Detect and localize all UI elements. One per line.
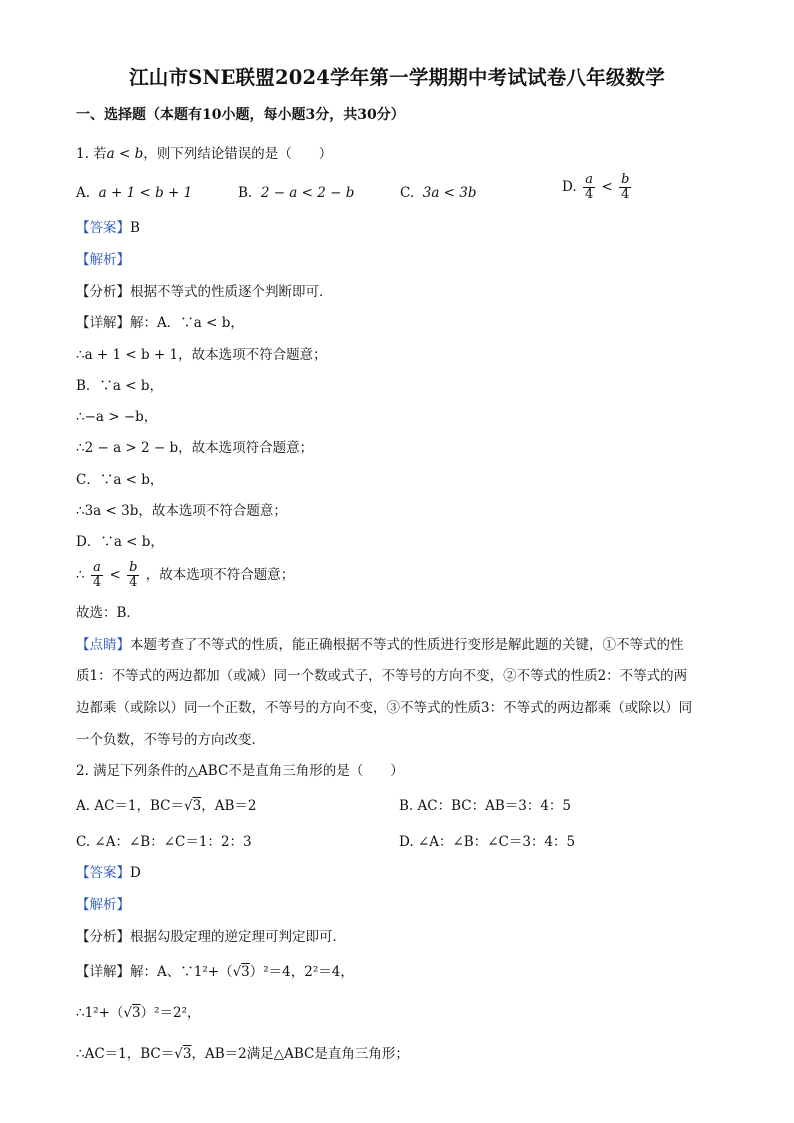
- q1-option-a-label: A.: [76, 185, 91, 201]
- q1-option-d-frac-a: $\frac{a}{4}$: [584, 172, 594, 202]
- q2-option-a: A. AC＝1，BC＝√3，AB＝2: [76, 798, 257, 814]
- q2-answer-value: D: [130, 865, 141, 881]
- sqrt-symbol: √3: [123, 1005, 141, 1021]
- q1-option-b: [238, 184, 354, 202]
- q1-xiangjie-tag: 【详解】: [76, 315, 130, 331]
- q1-option-b-math: 2 − a < 2 − b: [260, 185, 355, 201]
- q1-stem: [76, 145, 332, 163]
- q1-line-3: ∴−a > −b，: [76, 409, 158, 425]
- q2-option-c: C. ∠A：∠B：∠C＝1：2：3: [76, 834, 252, 850]
- q2-answer-tag: 【答案】: [76, 865, 130, 881]
- q1-stem-math: a < b: [106, 146, 144, 162]
- q1-dianjing-2: 边都乘（或除以）同一个正数，不等号的方向不变，③不等式的性质3：不等式的两边都乘（或除以）同: [76, 700, 693, 716]
- q1-option-d: [562, 173, 633, 202]
- q1-option-d-frac-b: $\frac{b}{4}$: [621, 172, 630, 202]
- q1-dianjing-3: 一个负数，不等号的方向改变．: [76, 732, 265, 748]
- q1-fenxi-text: 根据不等式的性质逐个判断即可．: [130, 284, 333, 300]
- q1-line-5: C．∵a < b，: [76, 472, 164, 488]
- sqrt-symbol: √3: [174, 1046, 192, 1062]
- q1-fenxi: [76, 283, 333, 301]
- q1-xiangjie: [76, 314, 244, 332]
- q2-line-3: ∴AC＝1，BC＝√3，AB＝2满足△ABC是直角三角形；: [76, 1046, 409, 1062]
- q1-dianjing-0: 【点睛】本题考查了不等式的性质，能正确根据不等式的性质进行变形是解此题的关键，①不等式的性: [76, 637, 684, 653]
- q1-line-4: ∴2 − a > 2 − b，故本选项符合题意；: [76, 440, 314, 456]
- q2-fenxi-tag: 【分析】: [76, 929, 130, 945]
- q2-stem: 2. 满足下列条件的△ABC不是直角三角形的是（ ）: [76, 763, 404, 779]
- q1-d-suffix: ，故本选项不符合题意；: [145, 567, 295, 583]
- q1-line-7: D．∵a < b，: [76, 534, 164, 550]
- q2-option-b: B. AC：BC：AB＝3：4：5: [399, 798, 572, 814]
- section-header: 一、选择题（本题有10小题，每小题3分，共30分）: [76, 107, 405, 123]
- q1-option-c-label: C.: [400, 185, 415, 201]
- q1-dianjing-tag: 【点睛】: [76, 637, 130, 653]
- q1-option-c: [400, 184, 477, 202]
- q2-option-d: D. ∠A：∠B：∠C＝3：4：5: [399, 834, 576, 850]
- page-title: 江山市SNE联盟2024学年第一学期期中考试试卷八年级数学: [129, 66, 665, 89]
- q2-line-2: ∴1²+（√3）²＝2²，: [76, 1005, 201, 1021]
- q2-analysis-tag: 【解析】: [76, 897, 130, 913]
- q1-line-0: 解：A．∵a < b，: [130, 315, 244, 331]
- q1-option-b-label: B.: [238, 185, 253, 201]
- q1-option-a: [76, 184, 192, 202]
- q2-xiangjie: 【详解】解：A、∵1²+（√3）²＝4，2²＝4，: [76, 964, 354, 980]
- q1-fenxi-tag: 【分析】: [76, 284, 130, 300]
- q2-fenxi: [76, 928, 346, 946]
- q1-stem-suffix: ，则下列结论错误的是（ ）: [143, 146, 333, 162]
- q1-answer-tag: 【答案】: [76, 220, 130, 236]
- q1-option-a-math: a + 1 < b + 1: [98, 185, 193, 201]
- q1-d-conclusion: ∴ $\frac{a}{4}$ < $\frac{b}{4}$ ，故本选项不符合题意；: [76, 560, 295, 590]
- q1-guxuan: 故选：B．: [76, 605, 140, 621]
- q1-d-frac-b: $\frac{b}{4}$: [129, 560, 138, 590]
- q1-line-2: B．∵a < b，: [76, 378, 164, 394]
- q1-option-c-math: 3a < 3b: [422, 185, 477, 201]
- sqrt-symbol: √3: [232, 964, 250, 980]
- q1-option-d-label: D.: [562, 179, 577, 195]
- q1-answer-value: B: [130, 220, 140, 236]
- q2-fenxi-text: 根据勾股定理的逆定理可判定即可．: [130, 929, 346, 945]
- q2-xiangjie-tag: 【详解】: [76, 964, 130, 980]
- q1-option-d-rel: <: [601, 179, 613, 195]
- sqrt-symbol: √3: [184, 798, 202, 814]
- q1-line-1: ∴a + 1 < b + 1，故本选项不符合题意；: [76, 347, 327, 363]
- q1-d-frac-a: $\frac{a}{4}$: [92, 560, 102, 590]
- q1-stem-prefix: 1. 若: [76, 146, 107, 162]
- q1-analysis-tag: 【解析】: [76, 252, 130, 268]
- q1-d-prefix: ∴: [76, 567, 85, 583]
- q2-answer: [76, 864, 141, 882]
- q1-answer: [76, 219, 140, 237]
- q1-dianjing-1: 质1：不等式的两边都加（或减）同一个数或式子，不等号的方向不变，②不等式的性质2：不等式的两: [76, 668, 688, 684]
- q1-line-6: ∴3a < 3b，故本选项不符合题意；: [76, 503, 287, 519]
